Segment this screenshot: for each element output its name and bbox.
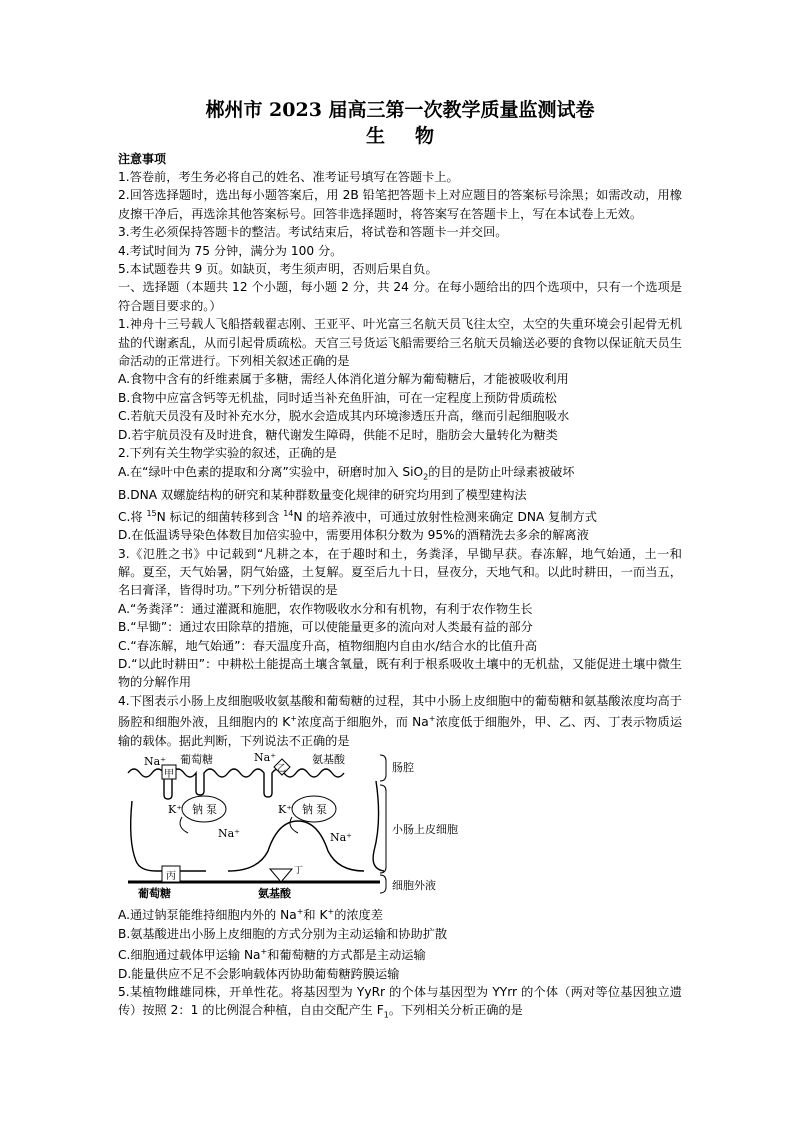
- notice-item-3: 3.考生必须保持答题卡的整洁。考试结束后，将试卷和答题卡一并交回。: [118, 225, 508, 240]
- q4-option-d: D.能量供应不足不会影响载体丙协助葡萄糖跨膜运输: [118, 966, 400, 981]
- q2-option-a: A.在“绿叶中色素的提取和分离”实验中，研磨时加入 SiO$_2$的目的是防止叶绿素被破坏: [118, 464, 575, 481]
- na-label-1: Na⁺: [144, 755, 166, 769]
- notice-heading: 注意事项: [118, 152, 167, 166]
- q2-option-b: B.DNA 双螺旋结构的研究和某种群数量变化规律的研究均用到了模型建构法: [118, 488, 527, 503]
- na-label-2: Na⁺: [254, 751, 276, 765]
- q1-stem: 1.神舟十三号载人飞船搭载翟志刚、王亚平、叶光富三名航天员飞往太空，太空的失重环境会引起骨无机盐的代谢紊乱，从而引起骨质疏松。天宫三号货运飞船需要给三名航天员输送必要的食物以保证航天员生命活动的正常进行。下列相关叙述正确的是: [118, 317, 682, 369]
- pump-label-right-1: 钠: [302, 803, 313, 817]
- q4-stem: 4.下图表示小肠上皮细胞吸收氨基酸和葡萄糖的过程，其中小肠上皮细胞中的葡萄糖和氨基酸浓度均高于肠腔和细胞外液，且细胞内的 K+浓度高于细胞外，而 Na+浓度低于细胞外，甲、乙、丙、丁表示物质运输的载体。据此判断，下列说法不正确的是: [118, 693, 683, 748]
- q2-option-c: C.将 $^{15}$N 标记的细菌转移到含 $^{14}$N 的培养液中，可通过放射性检测来确定 DNA 复制方式: [118, 508, 597, 524]
- q1-option-b: B.食物中应富含钙等无机盐，同时适当补充鱼肝油，可在一定程度上预防骨质疏松: [118, 390, 557, 405]
- pump-label-right-2: 泵: [316, 803, 327, 817]
- transport-diagram: [118, 751, 682, 901]
- carrier-jia-label: 甲: [164, 769, 174, 781]
- q3-option-d: D.“以此时耕田”：中耕松土能提高土壤含氧量，既有利于根系吸收土壤中的无机盐，又能促进土壤中微生物的分解作用: [118, 657, 682, 690]
- q3-option-b: B.“早锄”：通过农田除草的措施，可以使能量更多的流向对人类最有益的部分: [118, 620, 533, 635]
- notice-item-2: 2.回答选择题时，选出每小题答案后，用 2B 铅笔把答题卡上对应题目的答案标号涂黑；如需改动，用橡皮擦干净后，再选涂其他答案标号。回答非选择题时，将答案写在答题卡上，写在本试卷上无效。: [118, 188, 682, 221]
- q1-option-c: C.若航天员没有及时补充水分，脱水会造成其内环境渗透压升高，继而引起细胞吸水: [118, 409, 570, 424]
- q5-stem: 5.某植物雌雄同株，开单性花。将基因型为 YyRr 的个体与基因型为 YYrr 的个体（两对等位基因独立遗传）按照 2：1 的比例混合种植，自由交配产生 $F_1$。下列相关分析正确的是: [118, 984, 682, 1020]
- pump-arrow-left: [180, 817, 188, 833]
- q4-option-b: B.氨基酸进出小肠上皮细胞的方式分别为主动运输和协助扩散: [118, 926, 448, 941]
- sodium-pump-right: [292, 796, 336, 822]
- na-label-3: Na⁺: [218, 827, 240, 841]
- carrier-ding-shape: [270, 869, 292, 882]
- k-label-1: K⁺: [168, 803, 183, 817]
- glucose-label-bottom: 葡萄糖: [138, 887, 171, 901]
- lumen-label: 肠腔: [392, 761, 414, 775]
- na-label-4: Na⁺: [330, 831, 352, 845]
- q3-option-c: C.“春冻解，地气始通”：春天温度升高，植物细胞内自由水/结合水的比值升高: [118, 638, 538, 653]
- exam-page: [118, 98, 682, 1025]
- pump-label-left-1: 钠: [192, 803, 203, 817]
- q3-option-a: A.“务粪泽”：通过灌溉和施肥，农作物吸收水分和有机物，有利于农作物生长: [118, 601, 533, 616]
- apical-membrane: [128, 769, 344, 799]
- exam-title: 郴州市 2023 届高三第一次教学质量监测试卷: [205, 99, 595, 121]
- q4-option-c: C.细胞通过载体甲运输 Na+和葡萄糖的方式都是主动运输: [118, 947, 426, 963]
- sodium-pump-left: [182, 796, 226, 822]
- ecf-bracket: [380, 875, 386, 893]
- carrier-ding-label: 丁: [294, 866, 304, 877]
- section-heading: 一、选择题（本题共 12 个小题，每小题 2 分，共 24 分。在每小题给出的四个选项中，只有一个选项是符合题目要求的。）: [118, 280, 682, 313]
- k-label-2: K⁺: [278, 803, 293, 817]
- glucose-label-top: 葡萄糖: [180, 753, 213, 767]
- exam-subject: 生物: [365, 125, 464, 147]
- cell-label: 小肠上皮细胞: [392, 823, 458, 837]
- q1-option-d: D.若宇航员没有及时进食，糖代谢发生障碍，供能不足时，脂肪会大量转化为糖类: [118, 427, 558, 442]
- q2-stem: 2.下列有关生物学实验的叙述，正确的是: [118, 446, 337, 461]
- carrier-bing-label: 丙: [166, 871, 176, 883]
- lumen-bracket: [380, 755, 386, 781]
- q4-option-a: A.通过钠泵能维持细胞内外的 Na+和 K+的浓度差: [118, 907, 383, 923]
- amino-label-top: 氨基酸: [312, 753, 345, 767]
- cell-bracket: [380, 785, 386, 873]
- cell-wall-right: [373, 781, 384, 871]
- q1-option-a: A.食物中含有的纤维素属于多糖，需经人体消化道分解为葡萄糖后，才能被吸收利用: [118, 372, 569, 387]
- notice-item-4: 4.考试时间为 75 分钟，满分为 100 分。: [118, 243, 343, 258]
- q3-stem: 3.《氾胜之书》中记载到“凡耕之本，在于趣时和土，务粪泽，早锄早获。春冻解，地气始通，土一和解。夏至，天气始暑，阴气始盛，土复解。夏至后九十日，昼夜分，天地气和。以此时耕田，一而当五，名曰膏泽，皆得时功。”下列分析错误的是: [118, 546, 682, 598]
- notice-item-5: 5.本试题卷共 9 页。如缺页，考生须声明，否则后果自负。: [118, 262, 438, 277]
- pump-label-left-2: 泵: [206, 803, 217, 817]
- q2-option-d: D.在低温诱导染色体数目加倍实验中，需要用体积分数为 95%的酒精洗去多余的解离液: [118, 528, 589, 543]
- pump-arrow-right: [290, 817, 298, 833]
- notice-item-1: 1.答卷前，考生务必将自己的姓名、准考证号填写在答题卡上。: [118, 170, 459, 184]
- carrier-yi-label: 乙: [277, 764, 287, 775]
- amino-label-bottom: 氨基酸: [258, 887, 291, 901]
- ecf-label: 细胞外液: [392, 879, 436, 893]
